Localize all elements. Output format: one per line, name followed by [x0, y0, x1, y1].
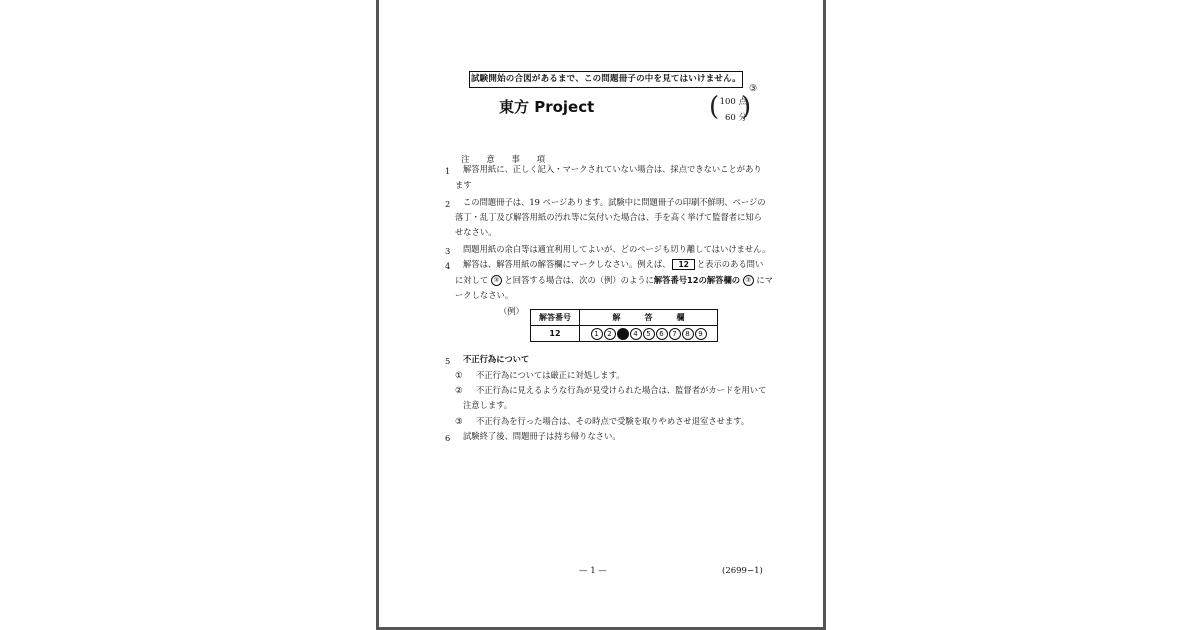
item-number: 3 [445, 246, 451, 256]
item4-text: と表示のある問い [696, 259, 764, 269]
item-line: 解答用紙に、正しく記入・マークされていない場合は、採点できないことがあり [463, 164, 762, 174]
exam-code: (2699−1) [722, 566, 763, 576]
answer-example-table [530, 309, 718, 342]
header-answer-column: 解 答 欄 [580, 310, 718, 326]
item-line: 注意します。 [463, 400, 513, 410]
answer-bubble: 5 [643, 328, 655, 340]
item4-text: に対して [455, 275, 489, 285]
item-line: 試験終了後、問題冊子は持ち帰りなさい。 [463, 431, 621, 441]
exam-title: 東方 Project [499, 98, 595, 116]
item-line: せなさい。 [455, 227, 497, 237]
item-number: 5 [445, 356, 451, 366]
sub-mark: ② [455, 385, 463, 395]
item-line: この問題冊子は、19 ページあります。試験中に問題冊子の印刷不鮮明、ページの [463, 197, 766, 207]
answer-bubble: 6 [656, 328, 668, 340]
row-answer-number: 12 [531, 326, 580, 342]
item-line [455, 273, 773, 288]
item-line: 問題用紙の余白等は適宜利用してよいが、どのページも切り離してはいけません。 [463, 244, 771, 254]
question-number-box: 12 [672, 259, 694, 270]
item5-heading: 不正行為について [463, 354, 530, 364]
points: 100 点 [719, 97, 747, 107]
item4-text: と回答する場合は、次の（例）のように [504, 275, 654, 285]
sub-mark: ③ [455, 416, 463, 426]
sub-mark: ① [455, 370, 463, 380]
item-line: 不正行為については厳正に対処します。 [476, 370, 625, 380]
item-number: 2 [445, 199, 451, 209]
item-number: 1 [445, 166, 451, 176]
item-line [463, 257, 763, 272]
answer-bubble: 8 [682, 328, 694, 340]
answer-bubble: 4 [630, 328, 642, 340]
item4-bold-text: 解答番号12の解答欄の [653, 275, 741, 285]
bubble-row [580, 326, 718, 342]
page-number: — 1 — [579, 566, 607, 576]
left-paren: ( [709, 92, 720, 122]
item-line: 落丁・乱丁及び解答用紙の汚れ等に気付いた場合は、手を高く挙げて監督者に知ら [455, 212, 762, 222]
corner-mark: ③ [749, 84, 758, 94]
answer-bubble: 7 [669, 328, 681, 340]
answer-bubble-filled: 3 [617, 328, 629, 340]
exam-notice-box: 試験開始の合図があるまで、この問題冊子の中を見てはいけません。 [469, 71, 743, 88]
item4-text: 解答は、解答用紙の解答欄にマークしなさい。例えば、 [463, 259, 671, 269]
item4-text: にマ [756, 275, 773, 285]
item-number: 4 [445, 261, 451, 271]
item-line: ークしなさい。 [455, 290, 514, 300]
answer-bubble: 1 [591, 328, 603, 340]
item-line: ます [455, 180, 472, 190]
minutes: 60 分 [724, 113, 747, 123]
example-label: （例） [499, 306, 524, 316]
item-line: 不正行為を行った場合は、その時点で受験を取りやめさせ退室させます。 [476, 416, 750, 426]
notes-heading: 注 意 事 項 [461, 155, 553, 165]
item-number: 6 [445, 433, 451, 443]
answer-bubble: 9 [695, 328, 707, 340]
header-answer-number: 解答番号 [531, 310, 580, 326]
exam-page [376, 0, 826, 630]
item-line: 不正行為に見えるような行為が見受けられた場合は、監督者がカードを用いて [476, 385, 767, 395]
answer-mark-3: ③ [491, 275, 502, 286]
right-paren: ) [741, 92, 752, 122]
answer-bubble: 2 [604, 328, 616, 340]
answer-mark-3: ③ [743, 275, 754, 286]
